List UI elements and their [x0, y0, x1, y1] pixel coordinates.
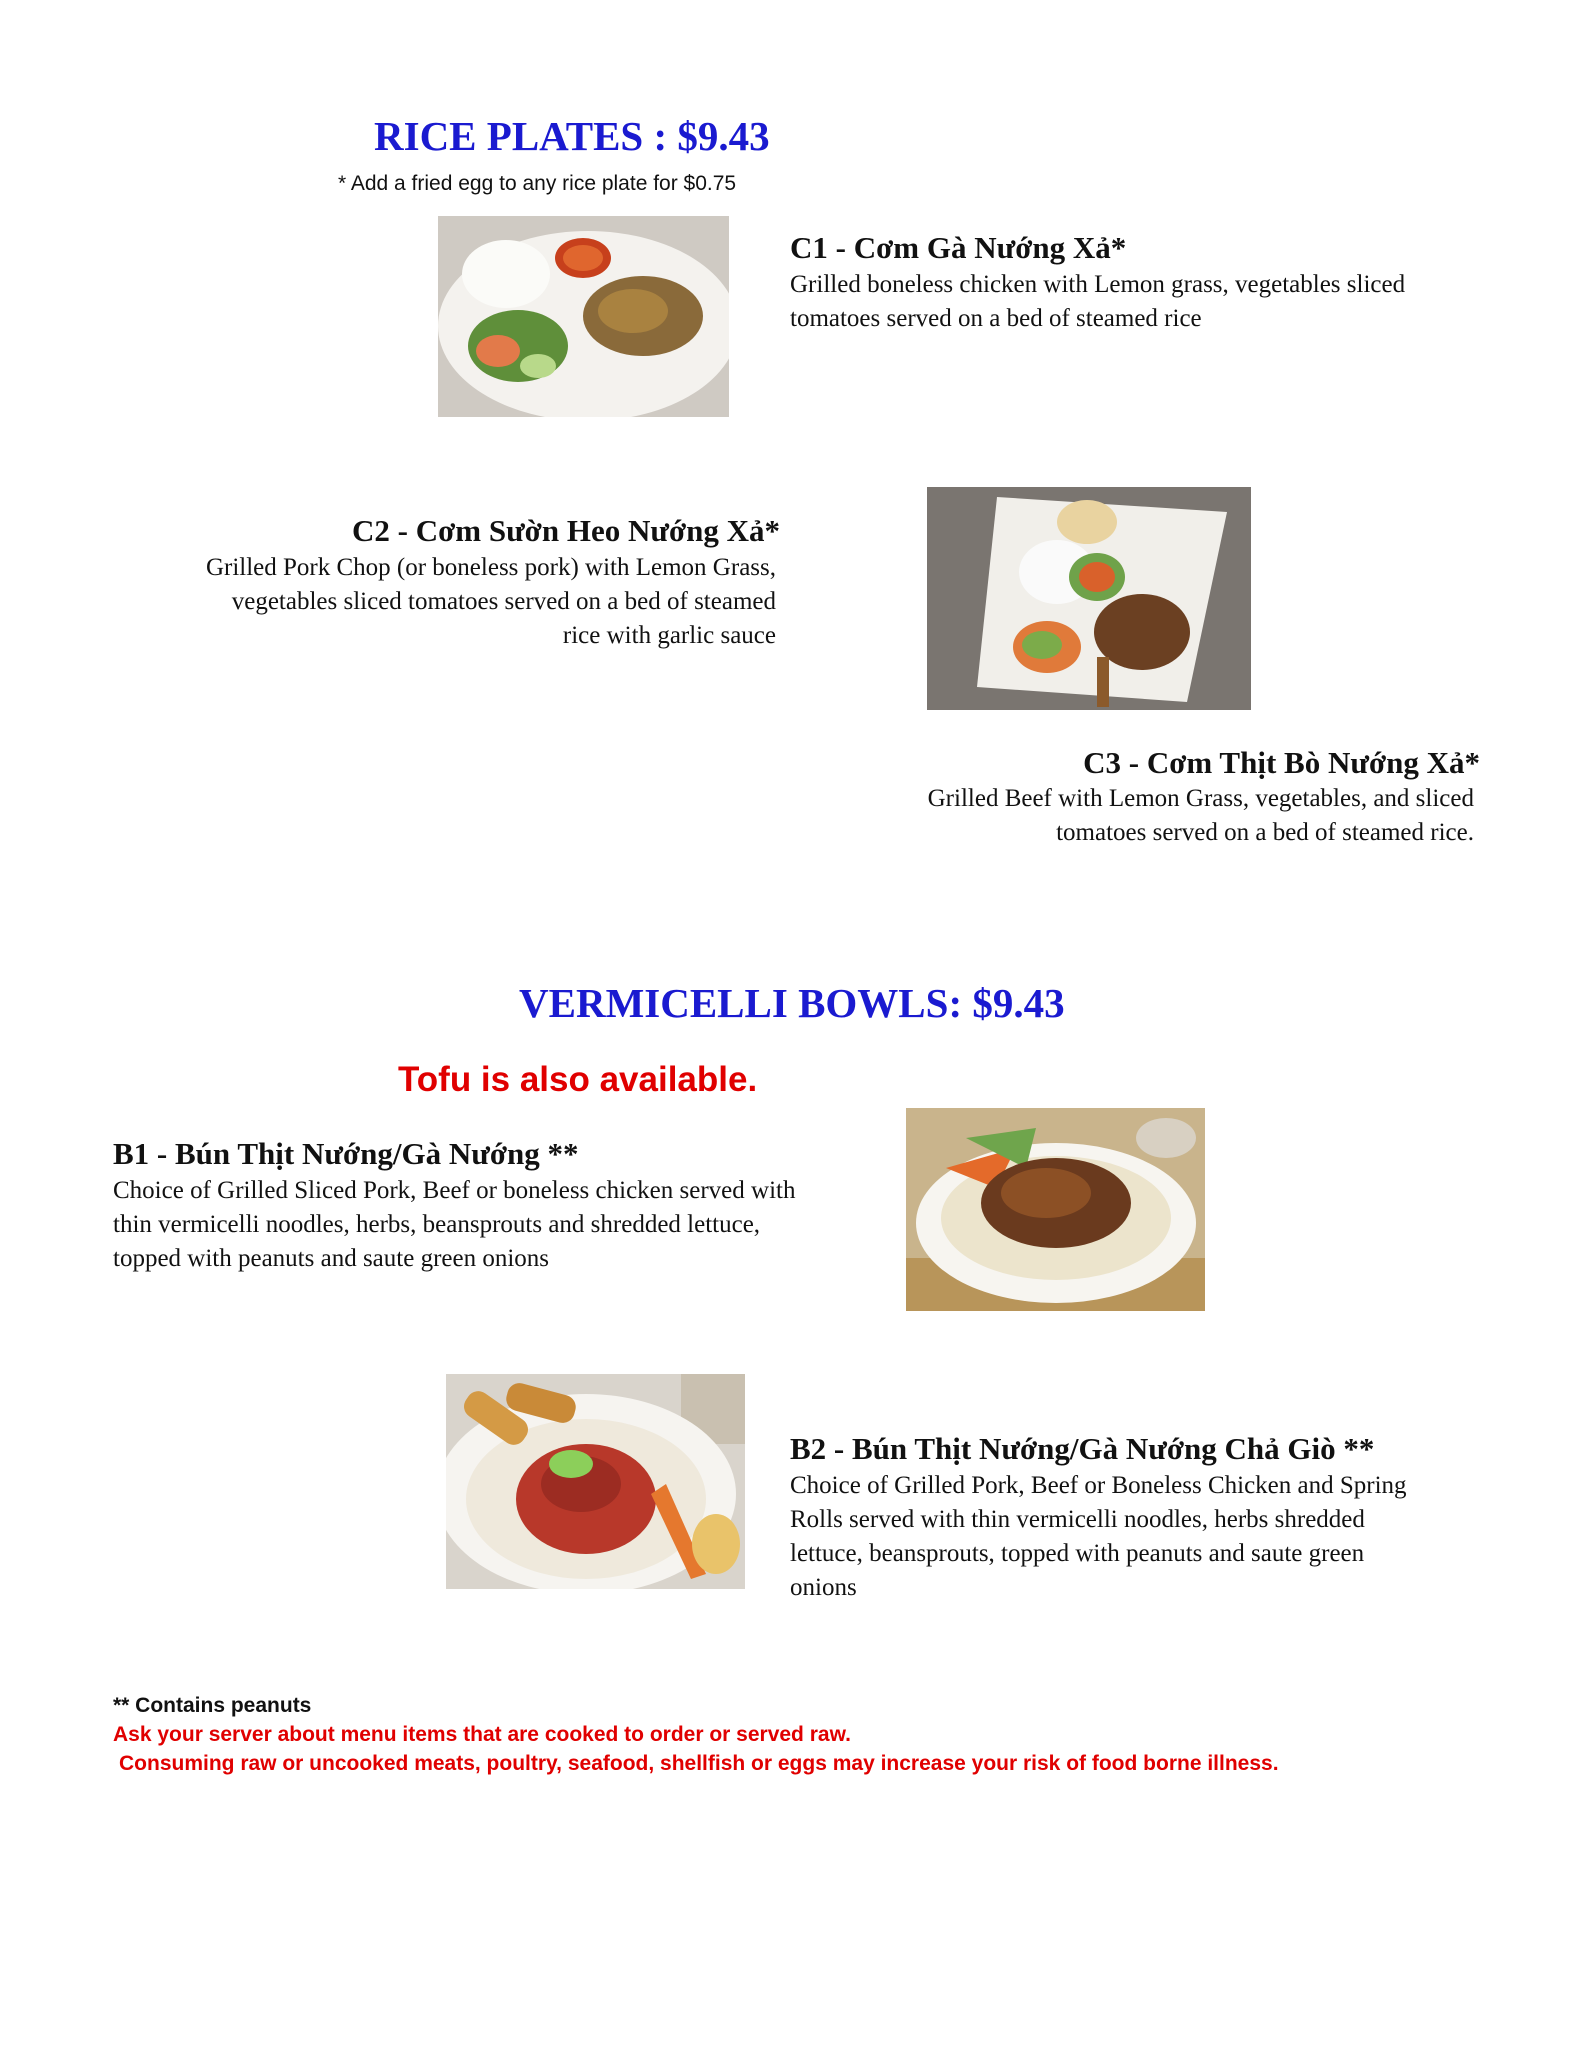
b2-title: B2 - Bún Thịt Nướng/Gà Nướng Chả Giò ** — [790, 1431, 1375, 1466]
b2-description: Choice of Grilled Pork, Beef or Boneless Chicken and Spring Rolls served with thin vermicelli noodles, herbs shredded lettuce, beansprouts, topped with peanuts and saute green onions — [790, 1472, 1407, 1601]
tofu-note: Tofu is also available. — [398, 1060, 758, 1099]
fried-egg-note: * Add a fried egg to any rice plate for $0.75 — [338, 172, 737, 195]
c2-title: C2 - Cơm Sườn Heo Nướng Xả* — [352, 513, 780, 548]
b1-photo — [906, 1108, 1205, 1311]
b1-title: B1 - Bún Thịt Nướng/Gà Nướng ** — [113, 1136, 579, 1171]
c3-title: C3 - Cơm Thịt Bò Nướng Xả* — [1083, 745, 1480, 780]
c1-photo — [438, 216, 729, 417]
b2-photo — [446, 1374, 745, 1589]
c2-description: Grilled Pork Chop (or boneless pork) with Lemon Grass, vegetables sliced tomatoes served on a bed of steamed rice with garlic sauce — [205, 554, 776, 649]
c3-description: Grilled Beef with Lemon Grass, vegetables, and sliced tomatoes served on a bed of steamed rice. — [927, 785, 1474, 846]
illness-warning: Consuming raw or uncooked meats, poultry, seafood, shellfish or eggs may increase your risk of food borne illness. — [119, 1752, 1279, 1775]
c1-title: C1 - Cơm Gà Nướng Xả* — [790, 230, 1127, 265]
rice-plates-title: RICE PLATES : $9.43 — [374, 113, 770, 159]
b1-description: Choice of Grilled Sliced Pork, Beef or boneless chicken served with thin vermicelli noodles, herbs, beansprouts and shredded lettuce, topped with peanuts and saute green onions — [113, 1177, 796, 1272]
peanuts-note: ** Contains peanuts — [113, 1694, 312, 1717]
c1-description: Grilled boneless chicken with Lemon grass, vegetables sliced tomatoes served on a bed of steamed rice — [790, 271, 1406, 332]
vermicelli-title: VERMICELLI BOWLS: $9.43 — [519, 980, 1065, 1026]
raw-food-warning: Ask your server about menu items that are cooked to order or served raw. — [113, 1723, 851, 1746]
c2-photo — [927, 487, 1251, 710]
